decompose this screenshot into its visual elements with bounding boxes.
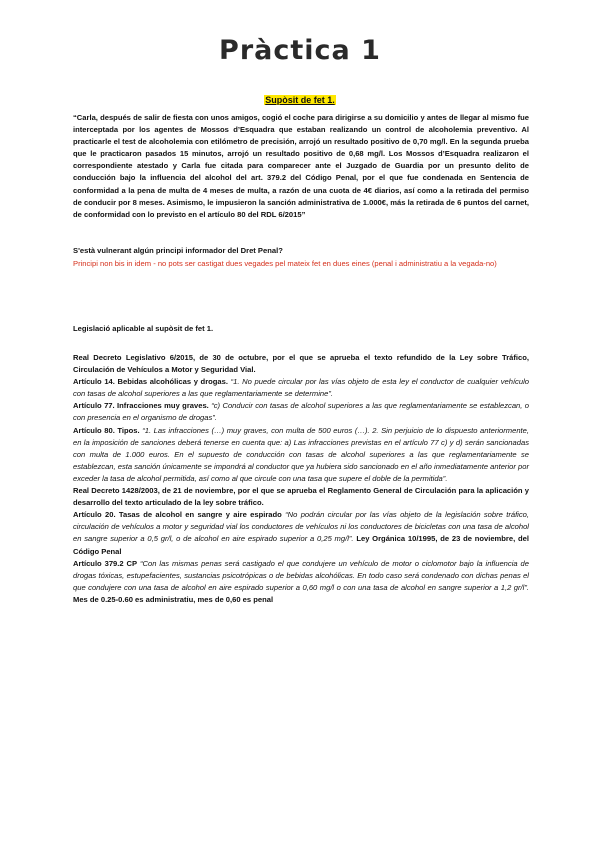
legislation-heading: Legislació aplicable al supòsit de fet 1. (73, 324, 214, 333)
article-80 (73, 425, 529, 485)
article-77-label: Artículo 77. Infracciones muy graves. (73, 401, 209, 411)
lo-10-1995-heading: Ley Orgánica 10/1995, de 23 de noviembre, del Código Penal (73, 534, 529, 556)
case-heading (0, 94, 600, 106)
rd-1428-2003-heading: Real Decreto 1428/2003, de 21 de noviembre, por el que se aprueba el Reglamento General de Circulación para la aplicación y desarrollo del texto articulado de la ley sobre tráfico. (73, 486, 529, 508)
document-title: Pràctica 1 (219, 35, 381, 66)
article-14 (73, 376, 529, 400)
article-77-text: “c) Conducir con tasas de alcohol superiores a las que reglamentariamente se establezcan, o con presencia en el organismo de drogas”. (73, 401, 529, 423)
article-379-text: “Con las mismas penas será castigado el que condujere un vehículo de motor o ciclomotor bajo la influencia de drogas tóxicas, estupefacientes, sustancias psicotrópicas o de bebidas alcohólicas. En todo caso será condenado con dichas penas el que condujere con una tasa de alcohol en aire espirado superior a 0,60 mg/l o con una tasa de alcohol en sangre superior a 1,2 gr/l”. (73, 558, 529, 592)
article-14-label: Artículo 14. Bebidas alcohólicas y drogas. (73, 377, 228, 387)
case-text: “Carla, después de salir de fiesta con unos amigos, cogió el coche para dirigirse a su domicilio y antes de llegar al mismo fue interceptada por los agentes de Mossos d’Esquadra que estaban realizando un control de alcoholemia preventivo. Al practicarle el test de alcoholemia con etilómetro de precisión, arrojó un resultado positivo de 0,70 mg/l. En la segunda prueba que le practicaron pasados 15 minutos, arrojó un resultado positivo de 0,68 mg/l. Los Mossos d’Esquadra realizaron el correspondiente atestado y Carla fue citada para comparecer ante el Juzgado de Guardia por un presunto delito de conducción bajo la influencia del alcohol del art. 379.2 del Código Penal, por el que fue condenada en Sentencia de conformidad a la pena de multa de 4 meses de multa, a razón de una cuota de 4€ diarios, así como a la retirada del permiso de conducir por 8 meses. Asimismo, le impusieron la sanción administrativa de 1.000€, más la retirada de 6 puntos del carnet, de conformidad con lo previsto en el artículo 80 del RDL 6/2015” (73, 113, 529, 219)
article-14-text: “1. No puede circular por las vías objeto de esta ley el conductor de cualquier vehículo con tasas de alcohol superiores a las que reglamentariamente se determine”. (73, 377, 529, 399)
article-20-label: Artículo 20. Tasas de alcohol en sangre y aire espirado (73, 510, 282, 520)
question-text: S'està vulnerant algún principi informador del Dret Penal? (73, 246, 283, 255)
legislation-body (73, 352, 529, 606)
answer-text: Principi non bis in idem - no pots ser castigat dues vegades pel mateix fet en dues eines (penal i administratiu a la vegada-no) (73, 259, 497, 268)
article-379-label: Artículo 379.2 CP (73, 558, 138, 568)
case-heading-highlight: Supòsit de fet 1. (265, 95, 335, 105)
article-77 (73, 400, 529, 424)
article-379-note: Mes de 0.25-0.60 es administratiu, mes de 0,60 es penal (73, 594, 274, 604)
rd-6-2015-heading: Real Decreto Legislativo 6/2015, de 30 de octubre, por el que se aprueba el texto refundido de la Ley sobre Tráfico, Circulación de Vehículos a Motor y Seguridad Vial. (73, 353, 529, 375)
article-80-label: Artículo 80. Tipos. (73, 425, 140, 435)
article-80-text: “1. Las infracciones (…) muy graves, con multa de 500 euros (…). 2. Sin perjuicio de lo dispuesto anteriormente, en la imposición de sanciones deberá tenerse en cuenta que: a) Las infracciones previstas en el artículo 77 c) y d) serán sancionadas con multa de 1.000 euros. En el supuesto de conducción con tasas de alcohol superiores a las que reglamentariamente se establezcan, esta sanción únicamente se impondrá al conductor que ya hubiera sido sancionado en el año inmediatamente anterior por exceder la tasa de alcohol permitida, así como al que circule con una tasa que supere el doble de la permitida”. (73, 425, 529, 483)
article-20 (73, 509, 529, 557)
article-20-text: “No podrán circular por las vías objeto de la legislación sobre tráfico, circulación de vehículos a motor y seguridad vial los conductores de vehículos ni los conductores de bicicletas con una tasa de alcohol en sangre superior a 0,5 gr/l, o de alcohol en aire espirado superior a 0,25 mg/l”. (73, 510, 529, 544)
article-379 (73, 558, 529, 606)
